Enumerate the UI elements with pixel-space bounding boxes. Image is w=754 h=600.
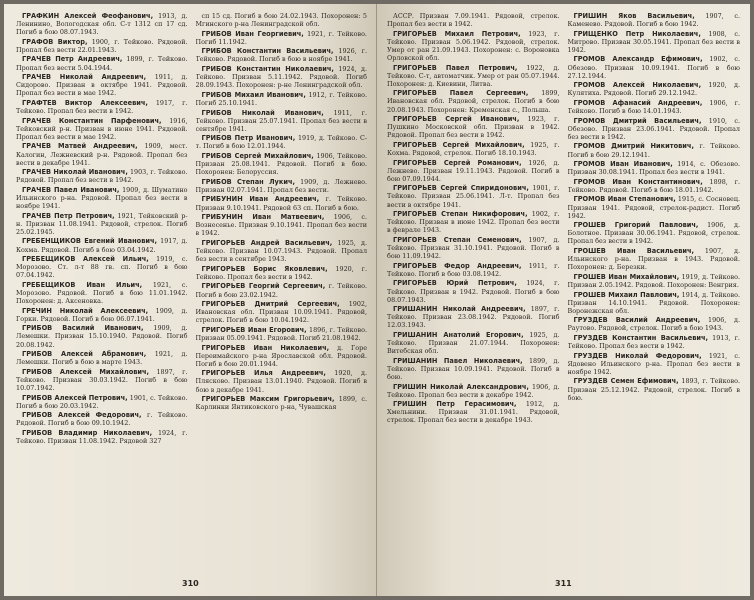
entry-text: 1909, мест. Калогин, Лежневский р-н. Рядовой. Пропал без вести в декабре 1941. [16,142,188,167]
entry-text: 1909, д. Шуматино Ильинского р-на. Рядовой. Пропал без вести в ноябре 1941. [16,185,188,211]
entry-name: ГРАЧЕВ Николай Андреевич, [22,73,147,82]
memorial-entry [16,394,188,410]
memorial-entry [568,291,741,315]
page-number-left: 310 [182,579,199,588]
entry-text: 1921, с. Ядовено Ильинского р-на. Пропал без вести в ноябре 1942. [567,351,740,376]
entry-name: ГРАЧЕВ Константин Парфенович, [22,116,162,125]
entry-name: ГРАЧЕВ Николай Иванович, [22,168,128,177]
entry-name: ГРОШЕВ Иван Михайлович, [573,272,680,281]
memorial-entry [16,324,188,348]
entry-name: ГРАЧЕВ Петр Петрович, [22,211,115,220]
memorial-entry [196,12,368,28]
entry-text: 1911, д. Сидорово. Призван в октябре 1941. Рядовой. Пропал без вести в мае 1942. [16,73,188,98]
memorial-entry [16,429,188,445]
entry-text: 1917, г. Тейково. Пропал без вести в 1942. [16,98,188,116]
entry-text: 1925, д. Тейково. Призван 10.07.1943. Рядовой. Пропал без вести в сентябре 1943. [195,238,367,264]
entry-name: ГРИБОВ Михаил Иванович, [201,90,306,99]
memorial-entry [196,265,368,281]
entry-text: 1920, д. Плясково. Призван 13.01.1940. Рядовой. Погиб в бою в декабре 1941. [195,369,367,394]
entry-text: д. Горе Переимайского р-на Ярославской обл. Рядовой. Погиб в бою 20.01.1944. [195,343,367,368]
entry-name: ГРИБОВ Владимир Николаевич, [22,429,153,437]
memorial-entry [16,117,188,141]
entry-text: 1919, д. Тейково. С-т. Погиб в бою 12.01.1944. [195,134,367,151]
memorial-entry [387,262,560,278]
entry-text: 1921, с. Морозово. Рядовой. Погиб в бою 11.01.1942. Похоронен: д. Аксеновка. [16,280,188,306]
memorial-entry [568,142,741,158]
entry-text: 1924, г. Тейково. Призван в 1942. Рядовой. Погиб в бою 08.07.1943. [387,279,560,304]
left-column-1 [16,12,188,574]
entry-text: сп 15 сд. Погиб в бою 24.02.1943. Похоронен: 5 Мгинского р-на Ленинградской обл. [195,12,367,29]
entry-text: 1900, г. Тейково. Рядовой. Пропал без вести 22.01.1943. [16,37,188,54]
memorial-entry [387,383,560,399]
entry-text: 1914, д. Тейково. Призван 14.10.1941. Рядовой. Похоронен: Воронежская обл. [567,290,740,315]
memorial-entry [568,99,741,115]
entry-name: ГРОШЕВ Михаил Павлович, [573,290,680,299]
memorial-entry [196,47,368,63]
entry-name: ГРИГОРЬЕВ Максим Григорьевич, [201,395,335,404]
memorial-entry [196,195,368,211]
entry-name: ГРОШЕВ Григорий Павлович, [573,221,699,230]
memorial-entry [196,395,368,411]
memorial-entry [196,369,368,393]
entry-text: г. Тейково. Погиб в бою 23.02.1942. [195,282,367,299]
entry-text: 1907, д. Ильинского р-на. Призван в 1943. Рядовой. Похоронен: д. Березки. [567,247,740,272]
entry-text: 1921, д. Лемешки. Погиб в бою в марте 1943. [16,350,188,367]
entry-text: 1902, с. Обезово. Призван 10.09.1941. Погиб в бою 27.12.1944. [567,55,740,80]
right-page [377,4,750,596]
entry-name: ГРИШИН Николай Александрович, [393,382,529,391]
entry-name: ГРИБОВ Иван Георгиевич, [201,29,304,38]
entry-name: ГРИШАНИН Павел Николаевич, [393,356,523,365]
memorial-entry [16,237,188,253]
entry-text: 1906, д. Болотное. Призван 30.06.1941. Рядовой, стрелок. Пропал без вести в 1942. [567,221,740,246]
memorial-entry [196,134,368,150]
entry-name: ГРОМОВ Иван Иванович, [573,160,673,169]
memorial-entry [16,212,188,236]
memorial-entry [387,331,560,355]
entry-name: ГРИБОВ Сергей Михайлович, [201,152,314,160]
entry-name: ГРИГОРЬЕВ Георгий Сергеевич, [201,282,326,291]
entry-name: ГРИГОРЬЕВ Павел Петрович, [393,63,518,72]
entry-name: ГРИГОРЬЕВ Степан Семенович, [393,235,522,244]
entry-name: ГРИГОРЬЕВ Юрий Петрович, [393,279,517,288]
entry-text: 1899, г. Тейково. Пропал без вести 5.04.1944. [16,55,188,72]
entry-name: ГРИБУНИН Иван Андреевич, [201,195,320,204]
memorial-entry [16,186,188,210]
entry-name: ГРАФТЕВ Виктор Алексеевич, [22,98,148,107]
entry-text: 1925, г. Кохма. Рядовой, стрелок. Погиб 18.10.1943. [387,140,560,157]
entry-name: ГРИБОВ Николай Иванович, [201,108,324,117]
entry-text: 1920, д. Кулятиха. Рядовой. Погиб 29.12.1942. [567,81,740,98]
entry-name: ГРИШИН Петр Герасимович, [393,400,517,409]
memorial-entry [568,334,741,350]
entry-text: 1921, г. Тейково. Погиб 11.1942. [195,29,367,46]
entry-name: ГРИБУНИН Иван Матвеевич, [201,213,325,222]
entry-name: ГРЕЧИН Николай Алексеевич, [22,306,149,315]
memorial-entry [387,184,560,208]
entry-name: ГРАФОВ Виктор, [22,37,88,46]
memorial-entry [568,160,741,176]
entry-text: 1915, с. Сосновец. Призван 1941. Рядовой, стрелок-радист. Погиб 1942. [567,195,740,220]
memorial-entry [568,316,741,332]
entry-text: г. Тейково. Рядовой. Погиб в бою 09.10.1942. [16,411,188,428]
memorial-entry [16,255,188,279]
memorial-entry [387,159,560,183]
entry-name: ГРАЧЕВ Матвей Андреевич, [22,142,138,151]
page-number-right: 311 [555,579,572,588]
memorial-entry [568,81,741,97]
memorial-entry [387,30,560,62]
memorial-entry [568,221,741,245]
entry-text: 1926, д. Лежнево. Призван 19.11.1943. Рядовой. Погиб в бою 07.09.1944. [387,158,560,183]
memorial-entry [16,411,188,427]
memorial-entry [16,281,188,305]
entry-text: АССР. Призван 7.09.1941. Рядовой, стрелок. Пропал без вести в 1942. [387,12,560,29]
entry-name: ГРИГОРЬЕВ Сергей Романович, [393,158,522,167]
memorial-entry [387,236,560,260]
memorial-entry [568,377,741,401]
entry-text: 1906, г. Тейково. Погиб в бою 14.01.1943. [567,98,740,116]
entry-text: 1908, с. Митрово. Призван 30.05.1941. Пропал без вести в 1942. [567,29,740,54]
entry-text: 1902, Ивановская обл. Призван 10.09.1941. Рядовой, стрелок. Погиб в бою 10.04.1942. [195,300,367,325]
memorial-entry [387,64,560,88]
memorial-entry [196,344,368,368]
entry-text: 1913, г. Тейково. Пропал без вести в 1942. [567,333,740,351]
right-column-1 [387,12,560,574]
entry-name: ГРИГОРЬЕВ Андрей Васильевич, [201,238,333,247]
entry-text: 1920, г. Тейково. Пропал без вести в 1942. [195,264,367,281]
memorial-entry [568,12,741,28]
memorial-entry [387,279,560,303]
entry-name: ГРИГОРЬЕВ Сергей Спиридонович, [393,184,529,193]
entry-text: 1919, д. Тейково. Призван 2.05.1942. Рядовой. Похоронен: Венгрия. [567,272,740,289]
entry-text: 1899, д. Тейково. Призван 10.09.1941. Рядовой. Погиб в бою. [387,356,560,381]
entry-text: 1911, г. Тейково. Погиб в бою 03.08.1942. [387,261,560,278]
memorial-entry [196,300,368,324]
entry-name: ГРИГОРЬЕВ Иван Николаевич, [201,343,330,352]
entry-name: ГРОМОВ Афанасий Андреевич, [573,98,703,107]
entry-name: ГРИГОРЬЕВ Федор Андреевич, [393,261,522,270]
memorial-entry [16,168,188,184]
entry-name: ГРЕБЕЩИКОВ Иван Ильич, [22,280,143,289]
entry-text: 1909, д. Лежнево. Призван 02.07.1941. Пропал без вести. [195,177,367,194]
memorial-entry [387,141,560,157]
entry-text: 1903, г. Тейково. Рядовой. Пропал без вести в 1942. [16,168,188,185]
memorial-entry [387,12,560,28]
entry-name: ГРОМОВ Дмитрий Васильевич, [573,116,702,125]
entry-text: 1912, г. Тейково. Погиб 25.10.1941. [195,90,367,107]
entry-name: ГРЕБЕЩИКОВ Алексей Ильич, [22,255,149,264]
left-column-2 [196,12,368,574]
entry-text: г. Тейково. Призван 9.10.1941. Рядовой 63 сп. Погиб в бою. [195,195,367,212]
memorial-entry [568,247,741,271]
memorial-entry [16,142,188,166]
entry-text: 1909, д. Лемешки. Призван 15.10.1940. Рядовой. Погиб 20.08.1942. [16,324,188,349]
entry-text: 1902, г. Тейково. Призван в июне 1942. Пропал без вести в феврале 1943. [387,210,560,235]
entry-text: 1901, г. Тейково. Призван 25.06.1941. Л-т. Пропал без вести в октябре 1941. [387,184,560,209]
memorial-entry [568,55,741,79]
entry-name: ГРИБОВ Петр Иванович, [201,134,296,143]
memorial-entry [16,55,188,71]
memorial-entry [16,350,188,366]
entry-name: ГРИБОВ Алексей Петрович, [22,393,128,402]
memorial-entry [568,195,741,219]
memorial-entry [196,326,368,342]
memorial-entry [568,273,741,289]
entry-text: 1923, г. Пушкино Московской обл. Призван в 1942. Рядовой. Пропал без вести в 1942. [387,115,560,140]
entry-text: 1924, д. Тейково. Призван 5.11.1942. Рядовой. Погиб 28.09.1943. Похоронен: р-не Ленинградской обл. [195,65,367,90]
memorial-entry [16,38,188,54]
entry-text: 1924, г. Тейково. Призван 11.08.1942. Рядовой 327 [16,429,188,446]
entry-text: 1907, с. Каменево. Рядовой. Погиб в бою 1942. [567,12,740,29]
entry-name: ГРУЗДЕВ Константин Васильевич, [573,333,709,342]
memorial-entry [387,305,560,329]
entry-text: 1899, Ивановская обл. Рядовой, стрелок. Погиб в бою 20.08.1943. Похоронен: Кременская с., Польша. [387,89,560,114]
memorial-entry [196,213,368,237]
memorial-entry [387,400,560,424]
entry-name: ГРИГОРЬЕВ Илья Андреевич, [201,369,326,378]
entry-name: ГРОМОВ Александр Ефимович, [573,55,703,64]
entry-text: 1925, д. Тейково. Призван 21.07.1944. Похоронен: Витебская обл. [387,330,560,356]
entry-name: ГРИБОВ Алексей Федорович, [22,411,142,420]
memorial-entry [16,307,188,323]
right-column-2 [568,12,741,574]
entry-name: ГРИБОВ Константин Васильевич, [201,47,334,56]
entry-name: ГРИШАНИН Анатолий Егорович, [393,330,524,339]
entry-name: ГРИГОРЬЕВ Сергей Иванович, [393,115,520,124]
entry-text: 1906, с. Вознесенье. Призван 9.10.1941. Пропал без вести в 1942. [195,213,367,238]
entry-name: ГРОМОВ Иван Константинович, [573,177,703,186]
entry-name: ГРОШЕВ Иван Васильевич, [573,247,695,256]
entry-name: ГРЕБЕНЩИКОВ Евгений Иванович, [22,237,158,246]
memorial-entry [387,357,560,381]
entry-text: 1899, с. Карлинки Янтиковского р-на, Чувашская [195,395,367,412]
entry-name: ГРИГОРЬЕВ Степан Никифорович, [393,210,528,219]
memorial-entry [196,152,368,176]
entry-name: ГРИГОРЬЕВ Иван Егорович, [201,325,307,334]
entry-name: ГРИБОВ Алексей Абрамович, [22,350,147,359]
entry-name: ГРУЗДЕВ Николай Федорович, [573,351,702,360]
memorial-entry [568,178,741,194]
entry-text: 1926, г. Тейково. Рядовой. Погиб в бою в ноябре 1941. [195,47,367,64]
entry-text: 1898, г. Тейково. Рядовой. Погиб в бою 18.01.1942. [567,177,740,194]
entry-name: ГРИБОВ Степан Лукич, [201,177,295,186]
book-spread [4,4,750,596]
entry-text: 1893, г. Тейково. Призван 25.12.1942. Рядовой, стрелок. Погиб в бою. [567,377,740,402]
entry-text: 1901, с. Тейково. Погиб в бою 20.03.1942. [16,393,188,410]
entry-text: 1910, с. Обезово. Призван 23.06.1941. Рядовой. Пропал без вести в 1942. [567,116,740,141]
entry-name: ГРИГОРЬЕВ Борис Яковлевич, [201,264,328,273]
memorial-entry [568,352,741,376]
entry-text: 1897, г. Тейково. Призван 30.03.1942. Погиб в бою 10.07.1942. [16,367,188,393]
entry-name: ГРИШАНИН Николай Андреевич, [393,305,526,314]
entry-name: ГРИГОРЬЕВ Павел Сергеевич, [393,89,529,98]
memorial-entry [196,65,368,89]
memorial-entry [568,30,741,54]
entry-text: 1912, д. Хмельнини. Призван 31.01.1941. Рядовой, стрелок. Пропал без вести в декабре 1943. [387,400,560,425]
entry-text: 1906, Тейково. Призван 25.08.1941. Рядовой. Погиб в бою. Похоронен: Белоруссия. [195,152,367,177]
entry-text: 1913, д. Ленинино, Вологодская обл. С-т 1312 сп 17 сд. Погиб в бою 08.07.1943. [16,12,188,37]
entry-name: ГРУЗДЕВ Семен Ефимович, [573,377,679,386]
entry-text: 1906, д. Тейково. Пропал без вести в декабре 1942. [387,382,560,399]
entry-name: ГРУЗДЕВ Василий Андреевич, [573,316,701,325]
entry-name: ГРИГОРЬЕВ Сергей Михайлович, [393,140,525,149]
entry-name: ГРАЧЕВ Петр Андреевич, [22,55,123,64]
entry-text: 1914, с. Обезово. Призван 30.08.1941. Пропал без вести в 1941. [567,160,740,177]
entry-text: 1911, г. Тейково. Призван 25.07.1941. Пропал без вести в сентябре 1941. [195,108,367,133]
memorial-entry [387,115,560,139]
entry-text: 1916, Тейковский р-н. Призван в июне 1941. Рядовой. Пропал без вести в мае 1942. [16,116,188,141]
entry-text: 1907, д. Тейково. Призван 31.10.1941. Рядовой. Погиб в бою 11.09.1942. [387,235,560,261]
entry-text: 1909, д. Горки. Рядовой. Погиб в бою 06.07.1941. [16,306,188,323]
entry-name: ГРИГОРЬЕВ Михаил Петрович, [393,29,521,38]
entry-text: 1922, д. Тейково. С-т, автоматчик. Умер от ран 05.07.1944. Похоронен: д. Киевини, Литва. [387,63,560,88]
entry-name: ГРОМОВ Иван Степанович, [573,195,676,204]
memorial-entry [196,178,368,194]
memorial-entry [16,368,188,392]
memorial-entry [387,210,560,234]
memorial-entry [16,73,188,97]
entry-name: ГРОМОВ Алексей Николаевич, [573,81,702,90]
left-page [4,4,377,596]
memorial-entry [387,89,560,113]
entry-name: ГРИБОВ Василий Иванович, [22,324,144,333]
memorial-entry [196,91,368,107]
entry-name: ГРИБОВ Алексей Михайлович, [22,367,150,376]
entry-name: ГРИШИН Яков Васильевич, [573,12,695,20]
entry-text: 1897, г. Тейково. Призван 23.08.1942. Рядовой. Погиб 12.03.1943. [387,305,560,330]
memorial-entry [568,117,741,141]
entry-text: 1896, г. Тейково. Призван 05.09.1941. Рядовой. Погиб 21.08.1942. [195,325,367,342]
memorial-entry [16,12,188,36]
entry-name: ГРАЧЕВ Павел Иванович, [22,185,120,194]
entry-text: 1919, с. Морозово. Ст. л-т 88 гв. сп. Погиб в бою 07.04.1942. [16,255,188,280]
entry-name: ГРИБОВ Константин Николаевич, [201,65,334,74]
memorial-entry [16,99,188,115]
entry-name: ГРИЩЕНКО Петр Николаевич, [573,29,701,38]
entry-text: 1921, Тейковский р-н. Призван 11.08.1941. Рядовой, стрелок. Погиб 25.02.1945. [16,211,188,236]
entry-name: ГРАФКИН Алексей Феофанович, [22,12,154,20]
entry-name: ГРОМОВ Дмитрий Никитович, [573,142,694,151]
memorial-entry [196,282,368,298]
memorial-entry [196,239,368,263]
entry-name: ГРИГОРЬЕВ Дмитрий Сергеевич, [201,300,340,309]
memorial-entry [196,109,368,133]
memorial-entry [196,30,368,46]
entry-text: 1923, г. Тейково. Призван 5.06.1942. Рядовой, стрелок. Умер от ран 21.09.1943. Похоронен: с. Вороновка Орловской обл. [387,29,560,62]
entry-text: г. Тейково. Погиб в бою 29.12.1941. [567,142,740,159]
entry-text: 1906, д. Раутово. Рядовой, стрелок. Погиб в бою 1943. [567,316,740,333]
entry-text: 1917, д. Кохма. Рядовой. Погиб в бою 03.04.1942. [16,237,188,254]
